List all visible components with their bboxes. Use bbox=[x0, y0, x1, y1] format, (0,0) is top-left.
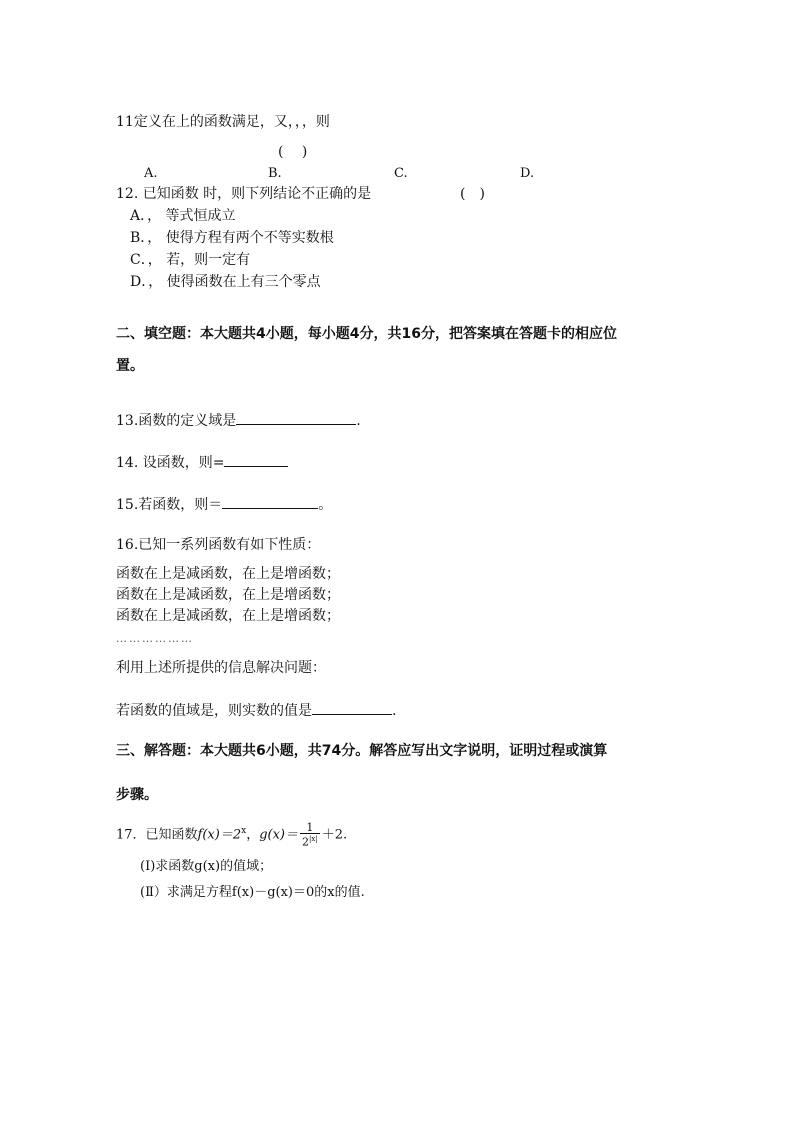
q11-option-c: C. bbox=[394, 166, 408, 181]
q12-answer-bracket: ( ) bbox=[460, 186, 485, 202]
q17-part-1: (Ⅰ)求函数g(x)的值域； bbox=[140, 859, 273, 874]
q13-stem: 13.函数的定义域是 bbox=[116, 413, 237, 429]
q11-option-b: B. bbox=[268, 166, 282, 181]
q16-property-3: 函数在上是减函数，在上是增函数； bbox=[116, 608, 340, 624]
q16-end: . bbox=[392, 703, 397, 719]
q13-end: . bbox=[356, 413, 361, 429]
q12-stem: 12. 已知函数 时，则下列结论不正确的是 bbox=[116, 186, 372, 202]
q17-f-exponent: x bbox=[241, 826, 247, 836]
q11-option-a: A. bbox=[144, 166, 158, 181]
q15-end: 。 bbox=[318, 497, 333, 513]
section3-heading-line1: 三、解答题：本大题共6小题，共74分。解答应写出文字说明，证明过程或演算 bbox=[116, 743, 608, 759]
q16-answer-blank[interactable] bbox=[312, 700, 392, 715]
q11-option-d: D. bbox=[520, 166, 535, 181]
q16-property-2: 函数在上是减函数，在上是增函数； bbox=[116, 587, 340, 603]
q17-g-expr: g(x)＝ bbox=[259, 827, 299, 843]
q14-answer-blank[interactable] bbox=[224, 452, 288, 467]
q16-question-text: 若函数的值域是，则实数的值是 bbox=[116, 703, 312, 719]
q11-answer-bracket: ( ) bbox=[278, 144, 308, 160]
q17-lead: 17．已知函数 bbox=[116, 827, 198, 843]
q15-answer-blank[interactable] bbox=[222, 494, 318, 509]
q14 bbox=[116, 452, 288, 472]
q16-use-info: 利用上述所提供的信息解决问题： bbox=[116, 660, 326, 676]
q12-option-b: B．， 使得方程有两个不等实数根 bbox=[130, 230, 334, 246]
q12-option-c: C．， 若，则一定有 bbox=[130, 252, 251, 268]
section2-heading-line1: 二、填空题：本大题共4小题，每小题4分，共16分，把答案填在答题卡的相应位 bbox=[116, 326, 617, 342]
q17-part-2: (Ⅱ）求满足方程f(x)－g(x)＝0的x的值. bbox=[140, 885, 365, 900]
q17-fraction-numerator: 1 bbox=[300, 822, 320, 834]
q17-separator: ， bbox=[246, 827, 260, 843]
q16-ellipsis: ……………… bbox=[116, 632, 194, 645]
q16-intro: 16.已知一系列函数有如下性质： bbox=[116, 537, 321, 553]
q17-fraction-denominator bbox=[300, 834, 320, 848]
q17-stem bbox=[116, 822, 347, 848]
q17-fraction-exponent: |x| bbox=[309, 835, 318, 843]
q12-option-d: D．， 使得函数在上有三个零点 bbox=[130, 274, 321, 290]
q16-property-1: 函数在上是减函数，在上是增函数； bbox=[116, 566, 340, 582]
q14-stem: 14. 设函数，则= bbox=[116, 455, 225, 471]
q13-answer-blank[interactable] bbox=[236, 410, 356, 425]
q11-stem: 11定义在上的函数满足，又，，，则 bbox=[116, 114, 330, 130]
q17-tail: ＋2. bbox=[321, 827, 348, 843]
q17-fraction bbox=[300, 822, 320, 848]
q17-f-expr: f(x)＝2 bbox=[197, 827, 242, 843]
section2-heading-line2: 置。 bbox=[116, 358, 144, 374]
q15 bbox=[116, 494, 332, 514]
q13 bbox=[116, 410, 361, 430]
q12-option-a: A．， 等式恒成立 bbox=[130, 208, 236, 224]
q17-fraction-base: 2 bbox=[302, 835, 310, 849]
q15-stem: 15.若函数，则＝ bbox=[116, 497, 223, 513]
q16-question bbox=[116, 700, 396, 720]
section3-heading-line2: 步骤。 bbox=[116, 787, 158, 803]
